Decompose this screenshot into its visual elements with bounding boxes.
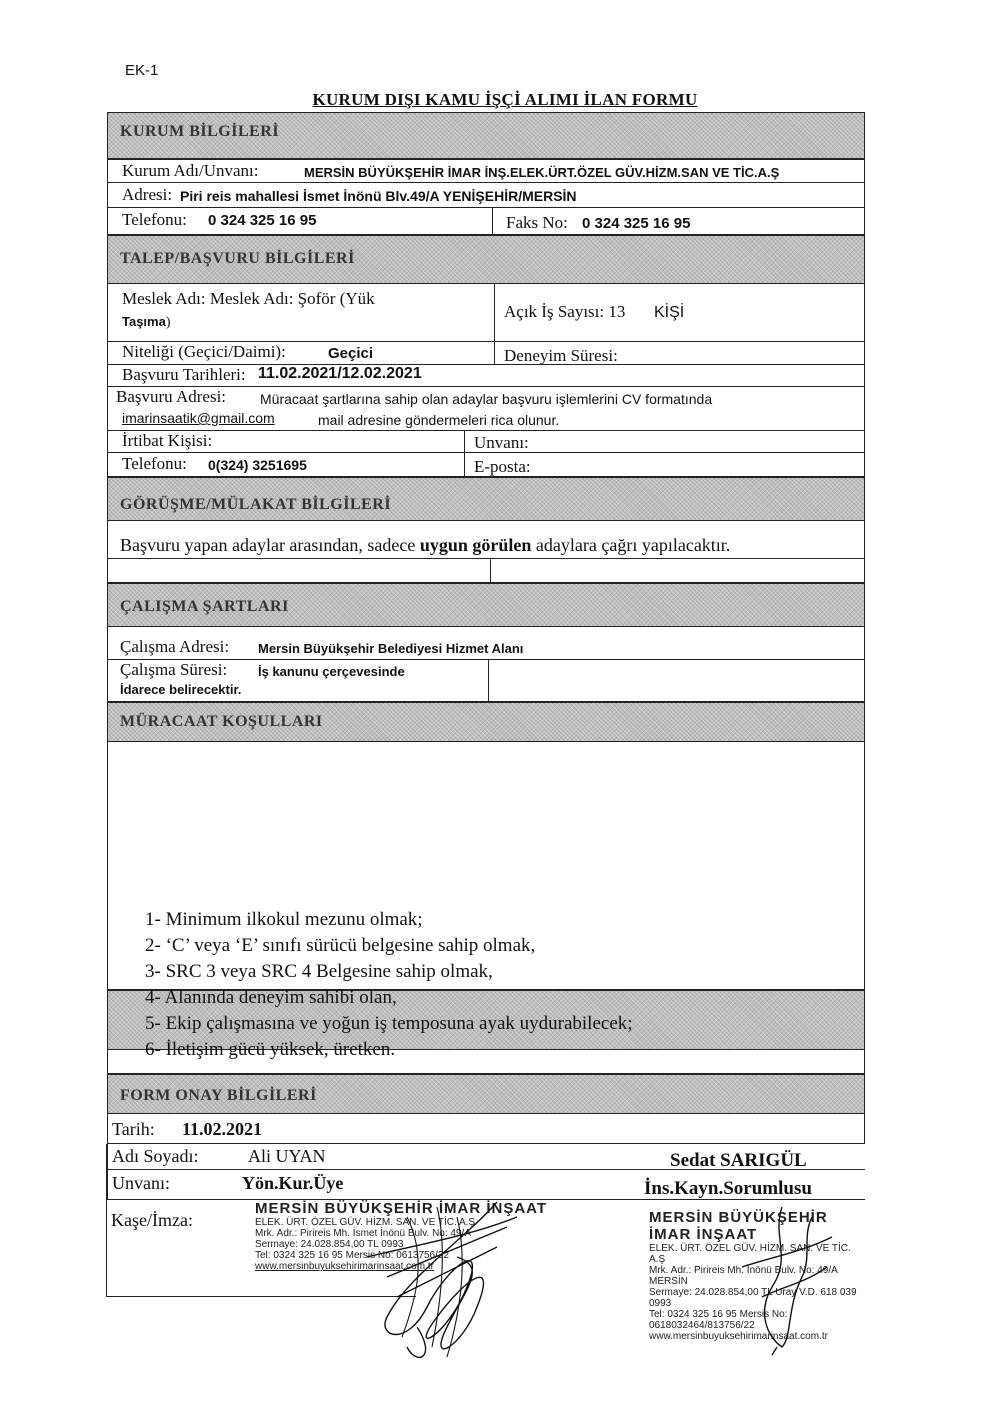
muracaat-list (145, 907, 633, 1063)
list-item: 3- SRC 3 veya SRC 4 Belgesine sahip olmak, (145, 961, 493, 982)
kurum-adi-row: Kurum Adı/Unvanı: MERSİN BÜYÜKŞEHİR İMAR İNŞ.ELEK.ÜRT.ÖZEL GÜV.HİZM.SAN VE TİC.A.Ş (107, 159, 865, 183)
list-item: 6- İletişim gücü yüksek, üretken. (145, 1039, 396, 1060)
signature-right (712, 1197, 842, 1357)
list-item: 2- ‘C’ veya ‘E’ sınıfı sürücü belgesine sahip olmak, (145, 935, 536, 956)
annex-label: EK-1 (125, 62, 159, 79)
calisma-adres-row: Çalışma Adresi: Mersin Büyükşehir Belediyesi Hizmet Alanı (107, 627, 865, 660)
onay-tarih-row: Tarih: 11.02.2021 (107, 1114, 865, 1144)
company-stamp-left: MERSİN BÜYÜKŞEHİR İMAR İNŞAAT ELEK. ÜRT. ÖZEL GÜV. HİZM. SAN. VE TİC. A.Ş Mrk. Adr.: Pirireis Mh. İsmet İnönü Bulv. No: 49/A Sermaye: 24.028.854,00 TL 0993 Tel: 0324 325 16 95 Mersis No: 0613756/22 www.mersinbuyuksehirimarinsaat.com.tr (255, 1200, 548, 1272)
niteligi-row: Niteliği (Geçici/Daimi): Geçici Deneyim Süresi: (107, 342, 865, 365)
list-item: 5- Ekip çalışmasına ve yoğun iş temposuna ayak uydurabilecek; (145, 1013, 633, 1034)
kurum-adi-value: MERSİN BÜYÜKŞEHİR İMAR İNŞ.ELEK.ÜRT.ÖZEL GÜV.HİZM.SAN VE TİC.A.Ş (304, 165, 780, 180)
section-header-gorusme: GÖRÜŞME/MÜLAKAT BİLGİLERİ (107, 477, 865, 521)
kase-imza-label: Kaşe/İmza: (111, 1210, 193, 1230)
meslek-row: Meslek Adı: Meslek Adı: Şoför (Yük Taşıma) Açık İş Sayısı: 13 KİŞİ (107, 284, 865, 342)
kurum-telefon-row: Telefonu: 0 324 325 16 95 Faks No: 0 324 325 16 95 (107, 208, 865, 235)
irtibat-telefon-row: Telefonu: 0(324) 3251695 E-posta: (107, 453, 865, 477)
company-stamp-right: MERSİN BÜYÜKŞEHİR İMAR İNŞAAT ELEK. ÜRT. ÖZEL GÜV. HİZM. SAN. VE TİC. A.Ş Mrk. Adr.: Pirireis Mh. İnönü Bulv. No: 49/A MERSİN Sermaye: 24.028.854,00 TL Uray V.D. 618 039 0993 Tel: 0324 325 16 95 Mersis No: 0618032464/813756/22 www.mersinbuyuksehirimarinsaat.com.tr (649, 1209, 857, 1342)
onay-adsoyad-row: Adı Soyadı: Ali UYAN Sedat SARIGÜL (107, 1144, 865, 1170)
section-header-kurum: KURUM BİLGİLERİ (107, 112, 865, 159)
right-signer-name: Sedat SARIGÜL (670, 1150, 807, 1171)
form-title: KURUM DIŞI KAMU İŞÇİ ALIMI İLAN FORMU (312, 90, 698, 109)
signature-left (347, 1197, 527, 1372)
form-table (107, 112, 867, 1342)
basvuru-adres-row: Başvuru Adresi: Müracaat şartlarına sahip olan adaylar başvuru işlemlerini CV formatında imarinsaatik@gmail.com mail adresine göndermeleri rica olunur. (107, 387, 865, 431)
irtibat-row: İrtibat Kişisi: Unvanı: (107, 431, 865, 453)
right-signer-title: İns.Kayn.Sorumlusu (644, 1178, 812, 1199)
kurum-adres-row: Adresi: Piri reis mahallesi İsmet İnönü Blv.49/A YENİŞEHİR/MERSİN (107, 183, 865, 208)
section-header-talep: TALEP/BAŞVURU BİLGİLERİ (107, 235, 865, 284)
onay-unvani-row: Unvanı: Yön.Kur.Üye İns.Kayn.Sorumlusu (107, 1170, 865, 1200)
gorusme-empty-row (107, 559, 865, 583)
email-link[interactable]: imarinsaatik@gmail.com (122, 410, 275, 426)
gorusme-row: Başvuru yapan adaylar arasından, sadece uygun görülen adaylara çağrı yapılacaktır. (107, 521, 865, 559)
basvuru-tarih-row: Başvuru Tarihleri: 11.02.2021/12.02.2021 (107, 365, 865, 387)
section-header-onay: FORM ONAY BİLGİLERİ (107, 1074, 865, 1114)
section-header-calisma: ÇALIŞMA ŞARTLARI (107, 583, 865, 627)
list-item: 1- Minimum ilkokul mezunu olmak; (145, 909, 423, 930)
calisma-sure-row: Çalışma Süresi: İş kanunu çerçevesinde İdarece belirecektir. (107, 660, 865, 702)
kurum-adres-value: Piri reis mahallesi İsmet İnönü Blv.49/A YENİŞEHİR/MERSİN (180, 188, 577, 204)
list-item: 4- Alanında deneyim sahibi olan, (145, 987, 397, 1008)
section-header-muracaat: MÜRACAAT KOŞULLARI (107, 702, 865, 742)
